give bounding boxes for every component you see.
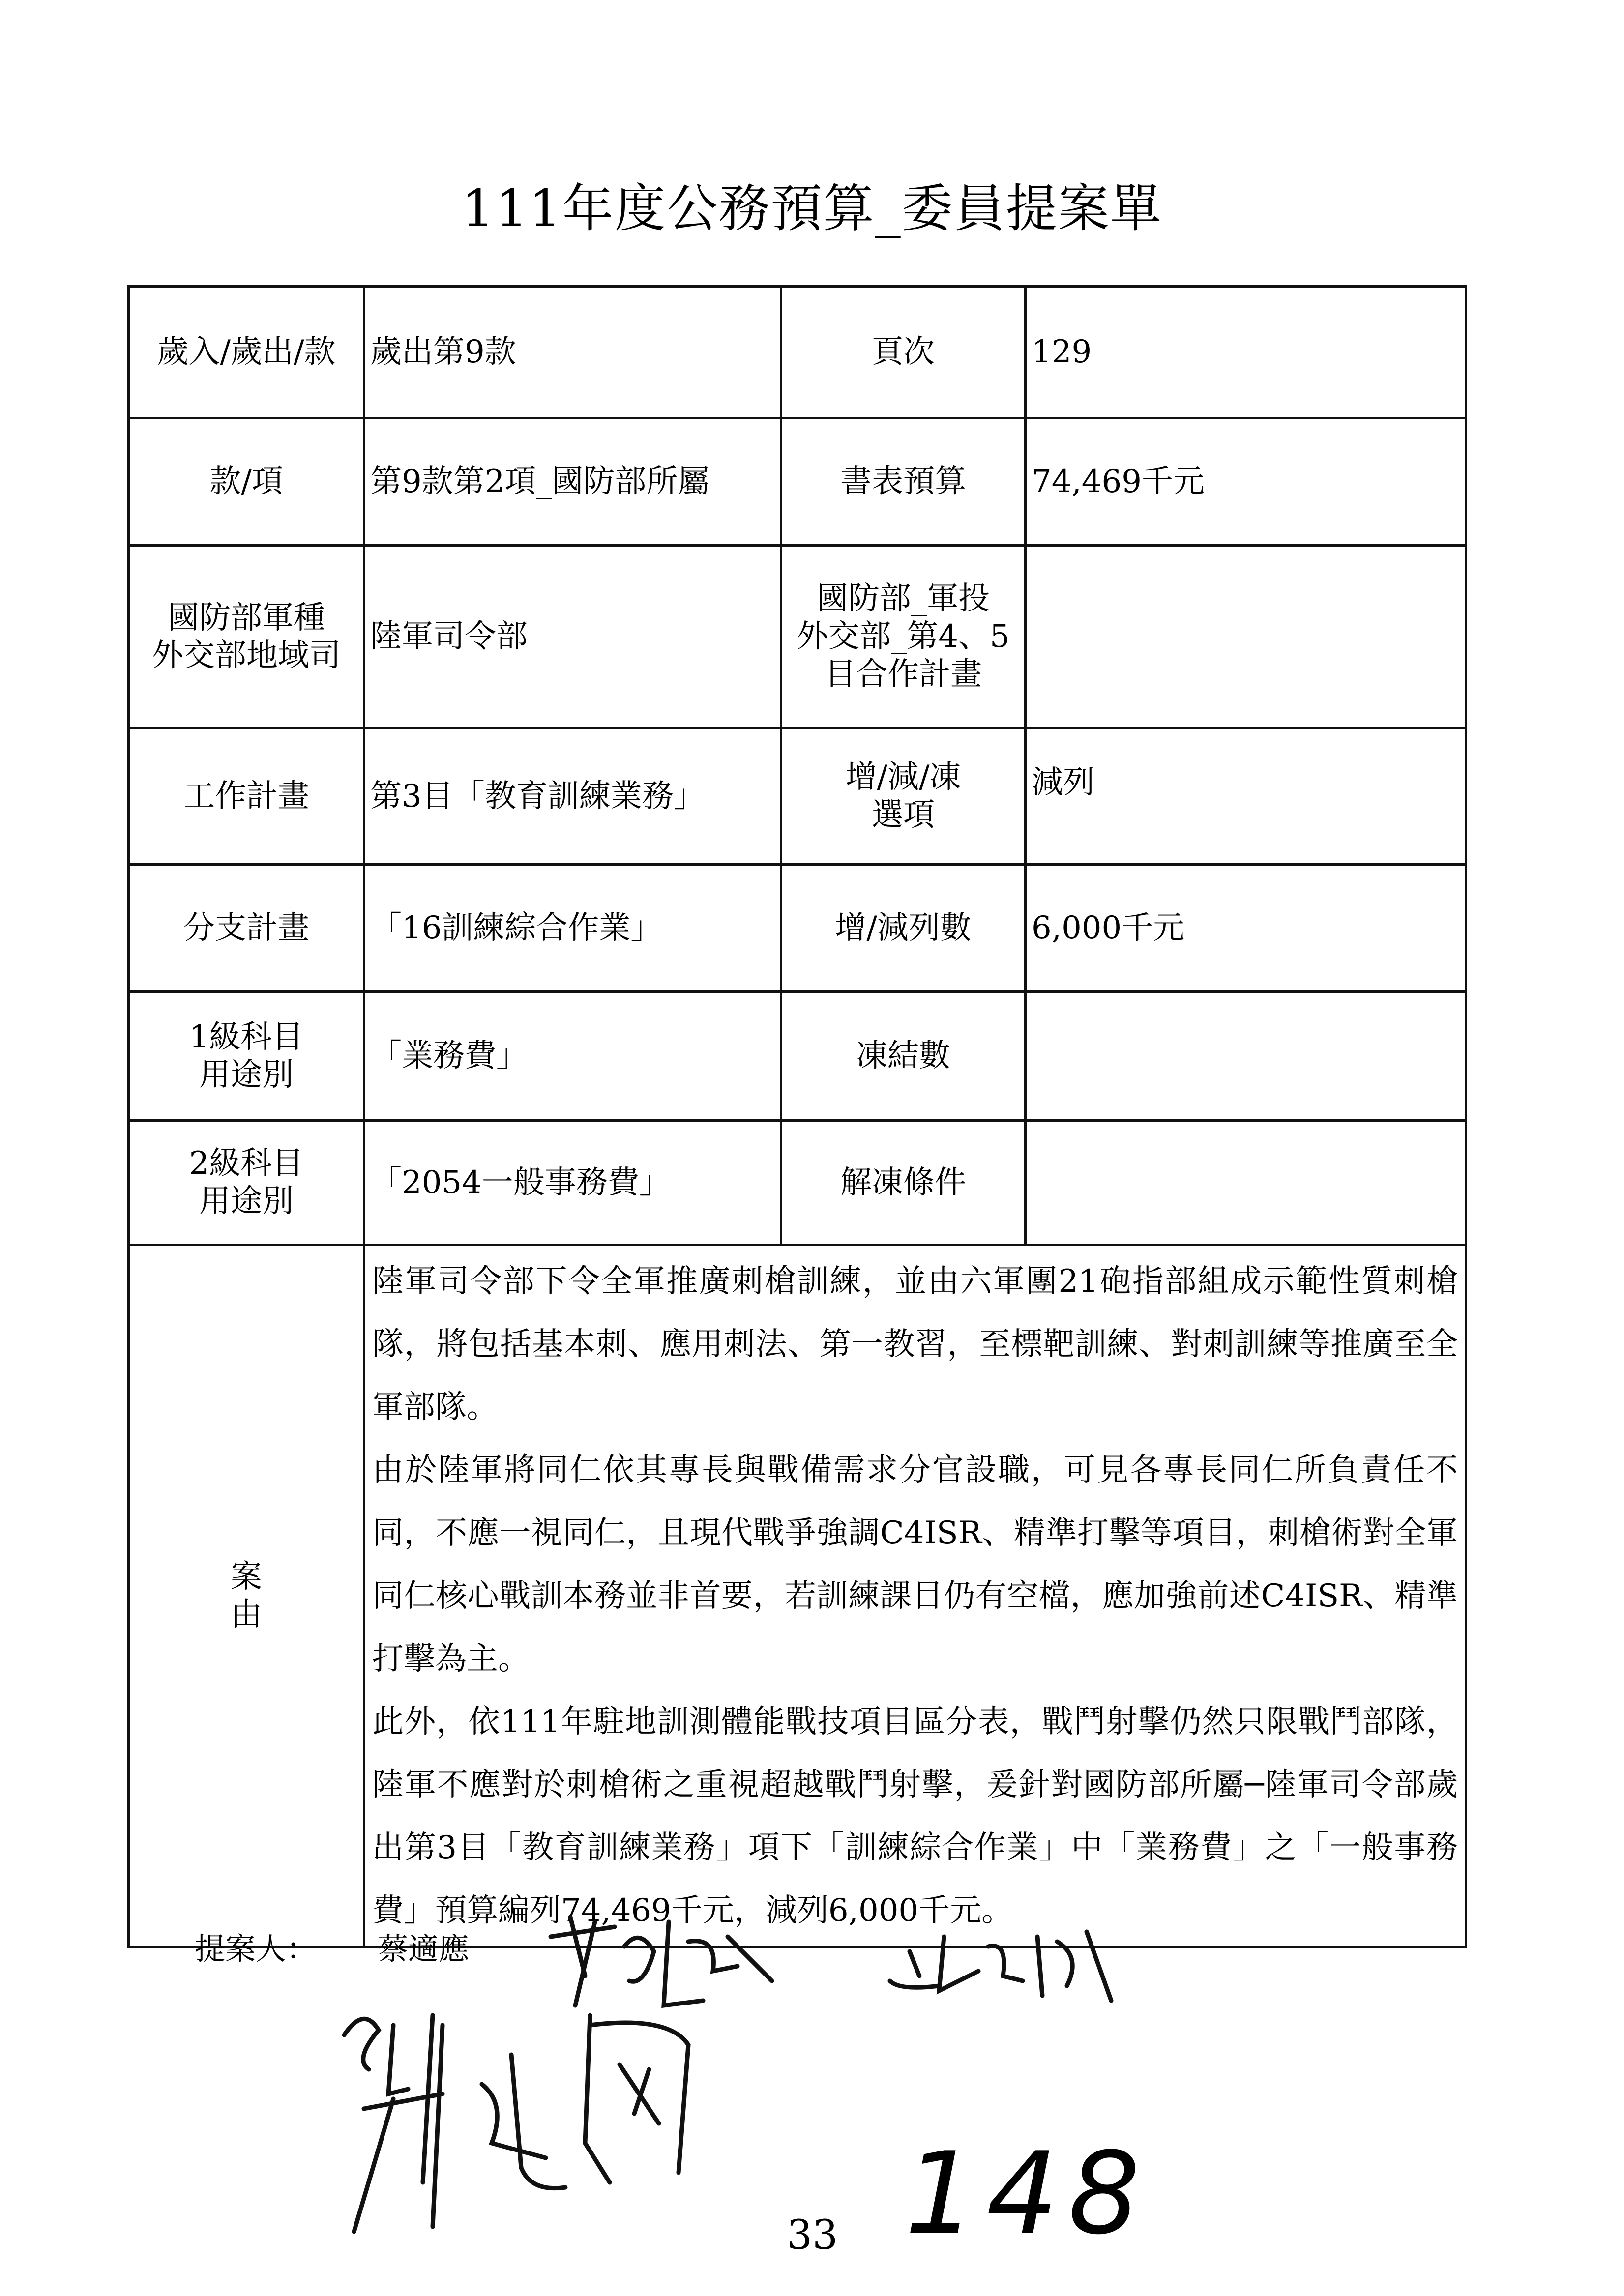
field-label: 工作計畫 [129, 728, 364, 865]
label-line: 選項 [872, 797, 935, 833]
table-row-reason [129, 1245, 1466, 1947]
page-number: 33 [787, 2212, 838, 2259]
reason-paragraph: 由於陸軍將同仁依其專長與戰備需求分官設職，可見各專長同仁所負責任不同，不應一視同仁，且現代戰爭強調C4ISR、精準打擊等項目，刺槍術對全軍同仁核心戰訓本務並非首要，若訓練課目仍有空檔，應加強前述C4ISR、精準打擊為主。 [372, 1452, 1458, 1677]
field-label: 解凍條件 [781, 1121, 1026, 1245]
field-value: 「2054一般事務費」 [364, 1121, 781, 1245]
field-value: 74,469千元 [1026, 418, 1466, 546]
field-label [781, 728, 1026, 865]
field-label [129, 546, 364, 728]
field-label [129, 992, 364, 1121]
label-line: 用途別 [199, 1183, 294, 1220]
label-line: 1級科目 [189, 1018, 304, 1055]
label-line: 用途別 [199, 1056, 294, 1093]
field-label: 歲入/歲出/款 [129, 287, 364, 418]
field-label [129, 1121, 364, 1245]
label-line: 外交部_第4、5 [797, 618, 1010, 655]
field-label: 款/項 [129, 418, 364, 546]
field-value [1026, 992, 1466, 1121]
handwritten-signature [880, 1917, 1155, 2015]
reason-label: 案由 [129, 1245, 364, 1947]
table-row [129, 728, 1466, 865]
field-label: 增/減列數 [781, 865, 1026, 992]
reason-paragraph: 此外，依111年駐地訓測體能戰技項目區分表，戰鬥射擊仍然只限戰鬥部隊，陸軍不應對於刺槍術之重視超越戰鬥射擊，爰針對國防部所屬─陸軍司令部歲出第3目「教育訓練業務」項下「訓練綜合作業」中「業務費」之「一般事務費」預算編列74,469千元，減列6,000千元。 [372, 1704, 1458, 1929]
label-line: 增/減/凍 [845, 759, 961, 796]
reason-text [364, 1245, 1466, 1947]
table-row [129, 418, 1466, 546]
field-value: 「16訓練綜合作業」 [364, 865, 781, 992]
handwritten-signature [334, 1996, 777, 2251]
label-line: 2級科目 [189, 1145, 304, 1182]
label-line: 國防部_軍投 [817, 581, 990, 617]
label-line: 目合作計畫 [825, 656, 982, 693]
label-line: 國防部軍種 [168, 599, 325, 636]
field-value: 減列 [1026, 728, 1466, 865]
table-row [129, 287, 1466, 418]
field-label: 頁次 [781, 287, 1026, 418]
field-label [781, 546, 1026, 728]
proposer-name: 蔡適應 [378, 1931, 470, 1967]
proposer-label: 提案人： [195, 1931, 317, 1967]
field-value: 陸軍司令部 [364, 546, 781, 728]
table-row [129, 865, 1466, 992]
field-value: 「業務費」 [364, 992, 781, 1121]
field-value: 129 [1026, 287, 1466, 418]
field-value [1026, 1121, 1466, 1245]
proposal-form-table [127, 285, 1467, 1948]
field-label: 分支計畫 [129, 865, 364, 992]
field-label: 書表預算 [781, 418, 1026, 546]
table-row [129, 1121, 1466, 1245]
handwritten-number: 148 [905, 2128, 1150, 2260]
document-title: 111年度公務預算_委員提案單 [462, 178, 1162, 238]
field-value [1026, 546, 1466, 728]
field-label: 凍結數 [781, 992, 1026, 1121]
table-row [129, 992, 1466, 1121]
field-value: 第3目「教育訓練業務」 [364, 728, 781, 865]
label-line: 外交部地域司 [152, 637, 341, 674]
field-value: 6,000千元 [1026, 865, 1466, 992]
reason-paragraph: 陸軍司令部下令全軍推廣刺槍訓練，並由六軍團21砲指部組成示範性質刺槍隊，將包括基本刺、應用刺法、第一教習，至標靶訓練、對刺訓練等推廣至全軍部隊。 [372, 1263, 1458, 1425]
table-row [129, 546, 1466, 728]
field-value: 第9款第2項_國防部所屬 [364, 418, 781, 546]
field-value: 歲出第9款 [364, 287, 781, 418]
